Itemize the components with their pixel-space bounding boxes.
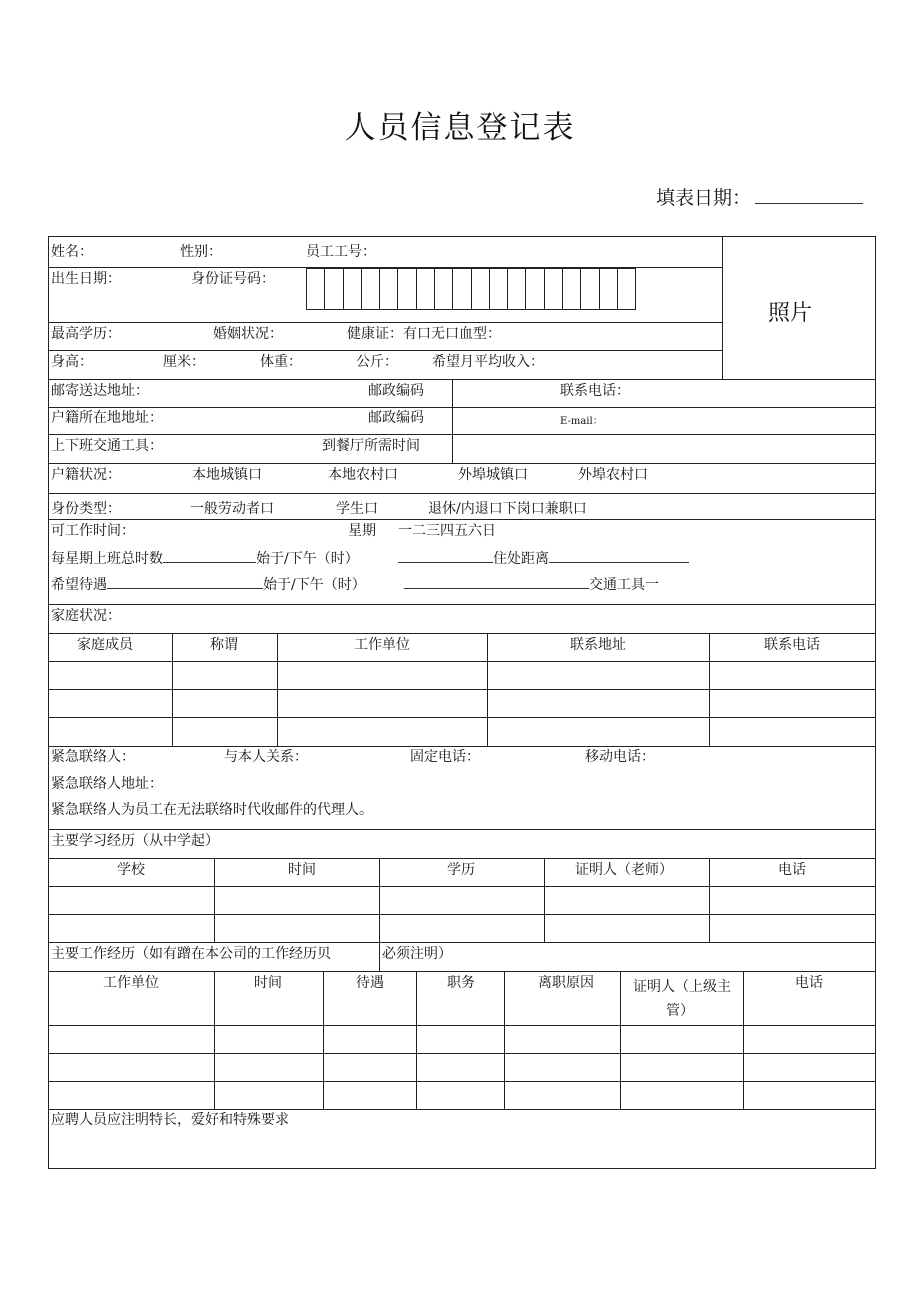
gender-label: 性别：: [180, 244, 222, 260]
weekly-hours-label: 每星期上班总时数: [51, 551, 163, 567]
weekly-hours-row: [51, 549, 359, 567]
vehicle-label: 交通工具一: [589, 577, 659, 593]
fill-date-input[interactable]: [755, 189, 863, 204]
work-label: 主要工作经历（如有蹭在本公司的工作经历贝: [51, 946, 331, 962]
family-header-member: 家庭成员: [77, 637, 133, 653]
height-label: 身高：: [51, 354, 93, 370]
distance-input-a[interactable]: [398, 549, 493, 563]
emergency-fixed-phone-label: 固定电话：: [410, 749, 480, 765]
emergency-note: 紧急联络人为员工在无法联络时代收邮件的代理人。: [51, 802, 373, 818]
hukou-opt-2[interactable]: 本地农村口: [328, 467, 398, 483]
page-title: 人员信息登记表: [344, 110, 576, 146]
vehicle-input[interactable]: [404, 575, 589, 589]
hukou-status-label: 户籍状况：: [51, 467, 121, 483]
work-header-employer: 工作单位: [103, 975, 159, 991]
transport-label: 上下班交通工具：: [51, 438, 163, 454]
hukou-opt-4[interactable]: 外埠农村口: [578, 467, 648, 483]
emergency-person-label: 紧急联络人：: [51, 749, 135, 765]
hukou-opt-3[interactable]: 外埠城镇口: [458, 467, 528, 483]
email-label: E-mail：: [560, 416, 603, 427]
work-header-time: 时间: [254, 975, 282, 991]
study-header-degree: 学历: [447, 862, 475, 878]
postcode1-label: 邮政编码: [368, 383, 424, 399]
weight-label: 体重：: [260, 354, 302, 370]
kg-label: 公斤：: [356, 354, 398, 370]
identity-opt-3[interactable]: 退休/内退口下岗口兼职口: [428, 501, 587, 517]
family-header-address: 联系地址: [570, 637, 626, 653]
birth-label: 出生日期：: [51, 271, 121, 287]
work-header-witness-2: 管）: [666, 1003, 694, 1019]
fill-date: [656, 183, 863, 210]
id-number-boxes[interactable]: [306, 268, 636, 310]
start-time-2-label: 始于/下午（时）: [263, 577, 366, 593]
work-header-witness-1: 证明人（上级主: [633, 979, 731, 995]
emergency-address-label: 紧急联络人地址：: [51, 776, 163, 792]
name-label: 姓名：: [51, 244, 93, 260]
photo-placeholder[interactable]: 照片: [768, 301, 813, 326]
treatment-input[interactable]: [107, 575, 263, 589]
weekly-hours-input[interactable]: [163, 549, 256, 563]
family-header-employer: 工作单位: [354, 637, 410, 653]
work-header-pay: 待遇: [356, 975, 384, 991]
education-label: 最高学历：: [51, 326, 121, 342]
work-time-label: 可工作时间：: [51, 523, 135, 539]
cm-label: 厘米：: [163, 354, 205, 370]
special-label: 应聘人员应注明特长，爱好和特殊要求: [51, 1112, 289, 1128]
fill-date-label: 填表日期：: [656, 187, 752, 209]
study-label: 主要学习经历（从中学起）: [51, 833, 219, 849]
family-header-phone: 联系电话: [764, 637, 820, 653]
study-header-witness: 证明人（老师）: [575, 862, 673, 878]
work-header-phone: 电话: [795, 975, 823, 991]
postcode2-label: 邮政编码: [368, 410, 424, 426]
work-header-position: 职务: [447, 975, 475, 991]
emp-no-label: 员工工号：: [306, 244, 376, 260]
emergency-mobile-label: 移动电话：: [585, 749, 655, 765]
family-header-title: 称谓: [210, 637, 238, 653]
treatment-label: 希望待遇: [51, 577, 107, 593]
start-time-1-label: 始于/下午（时）: [256, 551, 359, 567]
distance-input-b[interactable]: [549, 549, 689, 563]
mail-address-label: 邮寄送达地址：: [51, 383, 149, 399]
family-label: 家庭状况：: [51, 608, 121, 624]
distance-label: 住处距离: [493, 551, 549, 567]
income-label: 希望月平均收入：: [432, 354, 544, 370]
phone-label: 联系电话：: [560, 383, 630, 399]
week-days[interactable]: 一二三四五六日: [398, 523, 496, 539]
identity-opt-1[interactable]: 一般劳动者口: [190, 501, 274, 517]
vehicle-row: [404, 575, 659, 593]
treatment-row: [51, 575, 366, 593]
work-header-reason: 离职原因: [538, 975, 594, 991]
identity-label: 身份类型：: [51, 501, 121, 517]
time-to-label: 到餐厅所需时间: [322, 438, 420, 454]
identity-opt-2[interactable]: 学生口: [336, 501, 378, 517]
hukou-opt-1[interactable]: 本地城镇口: [192, 467, 262, 483]
distance-row: [398, 549, 689, 567]
emergency-relation-label: 与本人关系：: [224, 749, 308, 765]
id-no-label: 身份证号码：: [191, 271, 275, 287]
study-header-school: 学校: [117, 862, 145, 878]
study-header-time: 时间: [288, 862, 316, 878]
registration-form: [48, 236, 875, 1168]
marital-label: 婚姻状况：: [213, 326, 283, 342]
work-label-suffix: 必须注明）: [382, 946, 452, 962]
week-label: 星期: [348, 523, 376, 539]
health-label: 健康证：有口无口血型：: [347, 326, 501, 342]
study-header-phone: 电话: [778, 862, 806, 878]
hukou-address-label: 户籍所在地地址：: [51, 410, 163, 426]
